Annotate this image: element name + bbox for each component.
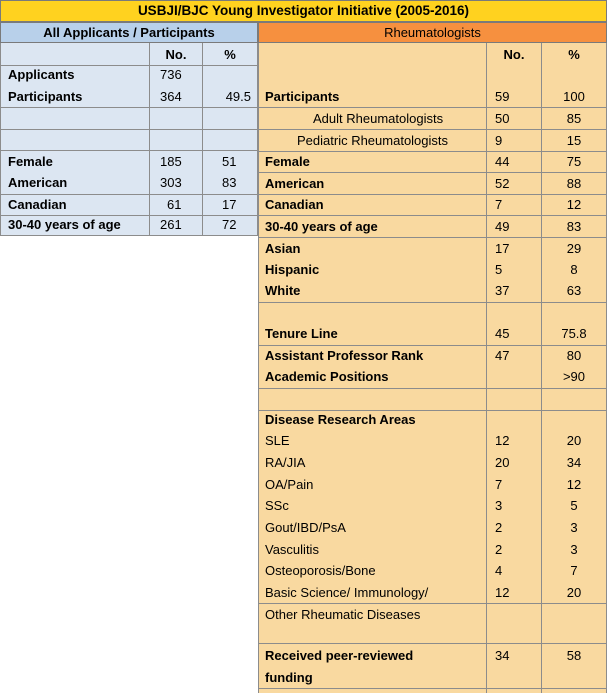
female-label: Female	[8, 154, 53, 169]
rheum-row-no: 17	[495, 241, 510, 256]
rheum-row-label: Assistant Professor Rank	[265, 348, 424, 363]
right-panel	[258, 43, 607, 693]
rheum-row-label: Academic Positions	[265, 369, 389, 384]
rheum-row-pct: 20	[566, 433, 582, 448]
rheum-row-no: 7	[495, 197, 503, 212]
applicants-label: Applicants	[8, 67, 75, 82]
rheum-row-pct: 85	[566, 111, 582, 126]
rheum-row-no: 37	[495, 283, 510, 298]
rheum-row-no: 45	[495, 326, 510, 341]
left-col-pct-header: %	[224, 47, 236, 62]
left-panel-header: All Applicants / Participants	[0, 22, 258, 43]
table-title: USBJI/BJC Young Investigator Initiative (2005-2016)	[0, 0, 607, 22]
rheum-row-no: 44	[495, 154, 510, 169]
canadian-pct: 17	[222, 197, 237, 212]
rheum-row-no: 49	[495, 219, 510, 234]
rheum-row-no: 7	[495, 477, 503, 492]
right-col-no-header: No.	[503, 47, 525, 62]
rheum-row-no: 59	[495, 89, 510, 104]
left-col-no-header: No.	[165, 47, 187, 62]
american-no: 303	[160, 175, 182, 190]
rheum-row-no: 2	[495, 520, 503, 535]
rheum-row-label: Participants	[265, 89, 340, 104]
participants-label: Participants	[8, 89, 83, 104]
rheum-row-no: 9	[495, 133, 503, 148]
rheum-row-label: Osteoporosis/Bone	[265, 563, 376, 578]
rheum-row-pct	[542, 668, 606, 688]
rheum-row-label: Other Rheumatic Diseases	[265, 607, 421, 622]
rheum-row-no: 52	[495, 176, 510, 191]
rheum-row-pct: 58	[566, 648, 582, 663]
participants-no: 364	[160, 89, 182, 104]
rheum-row-pct: 100	[563, 89, 585, 104]
canadian-label: Canadian	[8, 197, 67, 212]
rheum-row-label: SSc	[265, 498, 289, 513]
rheum-row-no: 2	[495, 542, 503, 557]
female-pct: 51	[222, 154, 237, 169]
rheum-row-label: 30-40 years of age	[265, 219, 378, 234]
american-label: American	[8, 175, 68, 190]
rheum-row-label: Hispanic	[265, 262, 320, 277]
rheum-row-no: 34	[495, 648, 510, 663]
rheum-row-label: Canadian	[265, 197, 324, 212]
rheum-row-label: Vasculitis	[265, 542, 319, 557]
canadian-no: 61	[167, 197, 182, 212]
rheum-row-pct: 8	[570, 262, 578, 277]
age-no: 261	[160, 217, 182, 232]
rheum-row-label: SLE	[265, 433, 290, 448]
rheum-row-label: Tenure Line	[265, 326, 338, 341]
rheum-row-pct: 29	[566, 241, 582, 256]
rheum-row-label: American	[265, 176, 325, 191]
rheum-row-pct: 75.8	[561, 326, 587, 341]
rheum-row-pct: 80	[566, 348, 582, 363]
rheum-row-label: OA/Pain	[265, 477, 314, 492]
rheum-row-pct: 75	[566, 154, 582, 169]
participants-pct: 49.5	[225, 89, 251, 104]
rheum-row-pct: 12	[566, 197, 582, 212]
rheum-row-pct: >90	[562, 369, 586, 384]
rheum-row-pct: 34	[566, 455, 582, 470]
american-pct: 83	[222, 175, 237, 190]
rheum-row-label: Pediatric Rheumatologists	[297, 133, 449, 148]
rheum-row-no: 5	[495, 262, 503, 277]
rheum-row-pct: 63	[566, 283, 582, 298]
rheum-row-label: Received peer-reviewed	[265, 648, 414, 663]
rheum-row-label: Adult Rheumatologists	[313, 111, 444, 126]
rheum-row-no: 47	[495, 348, 510, 363]
rheum-row-label: White	[265, 283, 301, 298]
age-label: 30-40 years of age	[8, 217, 121, 232]
rheum-row-label: Basic Science/ Immunology/	[265, 585, 429, 600]
rheum-row-no: 50	[495, 111, 510, 126]
rheum-row-label: Female	[265, 154, 310, 169]
rheum-row-no: 20	[495, 455, 510, 470]
rheum-row-pct: 15	[566, 133, 582, 148]
rheum-row-pct: 3	[570, 520, 578, 535]
right-panel-header: Rheumatologists	[258, 22, 607, 43]
age-pct: 72	[222, 217, 237, 232]
rheum-row-no: 3	[495, 498, 503, 513]
right-col-pct-header: %	[568, 47, 580, 62]
rheum-row-pct: 5	[570, 498, 578, 513]
rheum-row-label: funding	[265, 670, 313, 685]
rheum-row-pct: 7	[570, 563, 578, 578]
rheum-row-label: RA/JIA	[265, 455, 306, 470]
rheum-row-pct	[542, 605, 606, 625]
rheum-row-no: 12	[495, 433, 510, 448]
rheum-row-pct: 3	[570, 542, 578, 557]
rheum-row-pct: 12	[566, 477, 582, 492]
rheum-row-no: 12	[495, 585, 510, 600]
left-panel	[0, 43, 258, 236]
rheum-row-pct: 20	[566, 585, 582, 600]
female-no: 185	[160, 154, 182, 169]
rheum-row-pct	[542, 410, 606, 430]
rheum-row-pct: 88	[566, 176, 582, 191]
rheum-row-pct: 83	[566, 219, 582, 234]
rheum-row-label: Gout/IBD/PsA	[265, 520, 346, 535]
rheum-row-no: 4	[495, 563, 503, 578]
applicants-no: 736	[160, 67, 182, 82]
rheum-row-label: Disease Research Areas	[265, 412, 416, 427]
rheum-row-label: Asian	[265, 241, 301, 256]
